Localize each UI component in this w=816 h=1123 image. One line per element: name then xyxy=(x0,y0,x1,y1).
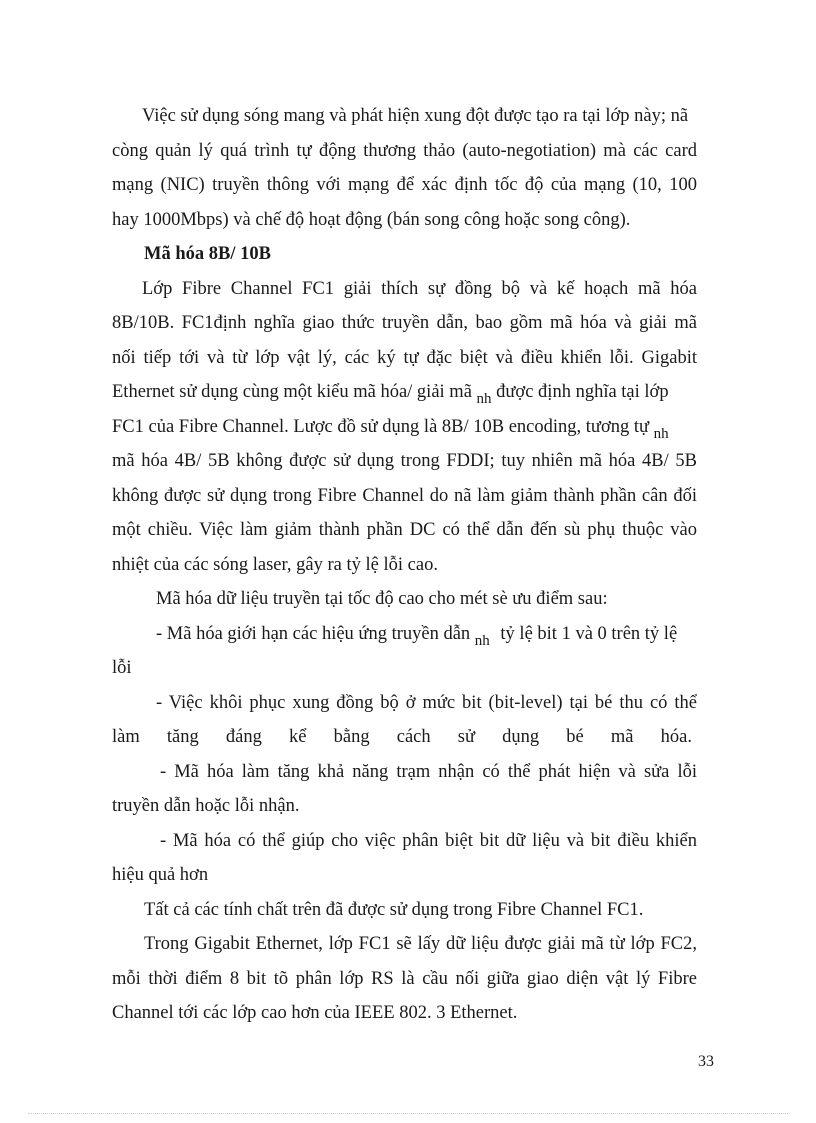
text-run: được định nghĩa tại lớp xyxy=(496,382,669,402)
paragraph-line: mạng (NIC) truyền thông với mạng để xác định tốc độ của mạng (10, 100 xyxy=(112,175,697,195)
paragraph-line: Channel tới các lớp cao hơn của IEEE 802. 3 Ethernet. xyxy=(112,1003,518,1023)
paragraph-line: một chiều. Việc làm giảm thành phần DC có thể dẫn đến sù phụ thuộc vào xyxy=(112,520,697,540)
section-heading: Mã hóa 8B/ 10B xyxy=(144,244,271,264)
paragraph-line xyxy=(112,380,697,405)
paragraph-line: Việc sử dụng sóng mang và phát hiện xung đột được tạo ra tại lớp này; nã xyxy=(142,106,689,126)
paragraph-line: không được sử dụng trong Fibre Channel do nã làm giảm thành phần cân đối xyxy=(112,486,697,506)
stray-subscript: nh xyxy=(474,633,490,649)
bullet-line: - Mã hóa làm tăng khả năng trạm nhận có thể phát hiện và sửa lỗi xyxy=(160,762,697,782)
paragraph-line: Trong Gigabit Ethernet, lớp FC1 sẽ lấy dữ liệu được giải mã từ lớp FC2, xyxy=(144,934,697,954)
page-number: 33 xyxy=(698,1053,714,1070)
paragraph-line: mỗi thời điểm 8 bit tõ phân lớp RS là cầu nối giữa giao diện vật lý Fibre xyxy=(112,969,697,989)
bullet-line: lỗi xyxy=(112,658,132,678)
paragraph-line: 8B/10B. FC1định nghĩa giao thức truyền dẫn, bao gồm mã hóa và giải mã xyxy=(112,313,697,333)
bullet-line: làm tăng đáng kể bằng cách sử dụng bé mã hóa. xyxy=(112,727,692,747)
bullet-line: - Việc khôi phục xung đồng bộ ở mức bit (bit-level) tại bé thu có thể xyxy=(156,693,697,713)
bullet-line xyxy=(156,622,697,647)
paragraph-line: mã hóa 4B/ 5B không được sử dụng trong FDDI; tuy nhiên mã hóa 4B/ 5B xyxy=(112,451,697,471)
text-run: Ethernet sử dụng cùng một kiểu mã hóa/ giải mã xyxy=(112,382,472,402)
stray-subscript: nh xyxy=(653,426,669,442)
text-run: tỷ lệ bit 1 và 0 trên tỷ lệ xyxy=(500,624,678,644)
paragraph-line: nối tiếp tới và từ lớp vật lý, các ký tự đặc biệt và điều khiển lỗi. Gigabit xyxy=(112,348,697,368)
bullet-line: truyền dẫn hoặc lỗi nhận. xyxy=(112,796,300,816)
paragraph-line: Mã hóa dữ liệu truyền tại tốc độ cao cho mét sè ưu điểm sau: xyxy=(156,589,608,609)
stray-subscript: nh xyxy=(476,391,492,407)
paragraph-line xyxy=(112,415,697,440)
bullet-line: hiệu quả hơn xyxy=(112,865,209,885)
paragraph-line: nhiệt của các sóng laser, gây ra tỷ lệ lỗi cao. xyxy=(112,555,438,575)
paragraph-line: hay 1000Mbps) và chế độ hoạt động (bán song công hoặc song công). xyxy=(112,210,631,230)
paragraph-line: còng quản lý quá trình tự động thương thảo (auto-negotiation) mà các card xyxy=(112,141,697,161)
text-run: FC1 của Fibre Channel. Lược đồ sử dụng là 8B/ 10B encoding, tương tự xyxy=(112,417,650,437)
footer-divider xyxy=(28,1113,788,1114)
paragraph-line: Tất cả các tính chất trên đã được sử dụng trong Fibre Channel FC1. xyxy=(144,900,644,920)
text-run: - Mã hóa giới hạn các hiệu ứng truyền dẫn xyxy=(156,624,471,644)
bullet-line: - Mã hóa có thể giúp cho việc phân biệt bit dữ liệu và bit điều khiển xyxy=(160,831,697,851)
paragraph-line: Lớp Fibre Channel FC1 giải thích sự đồng bộ và kế hoạch mã hóa xyxy=(142,279,697,299)
